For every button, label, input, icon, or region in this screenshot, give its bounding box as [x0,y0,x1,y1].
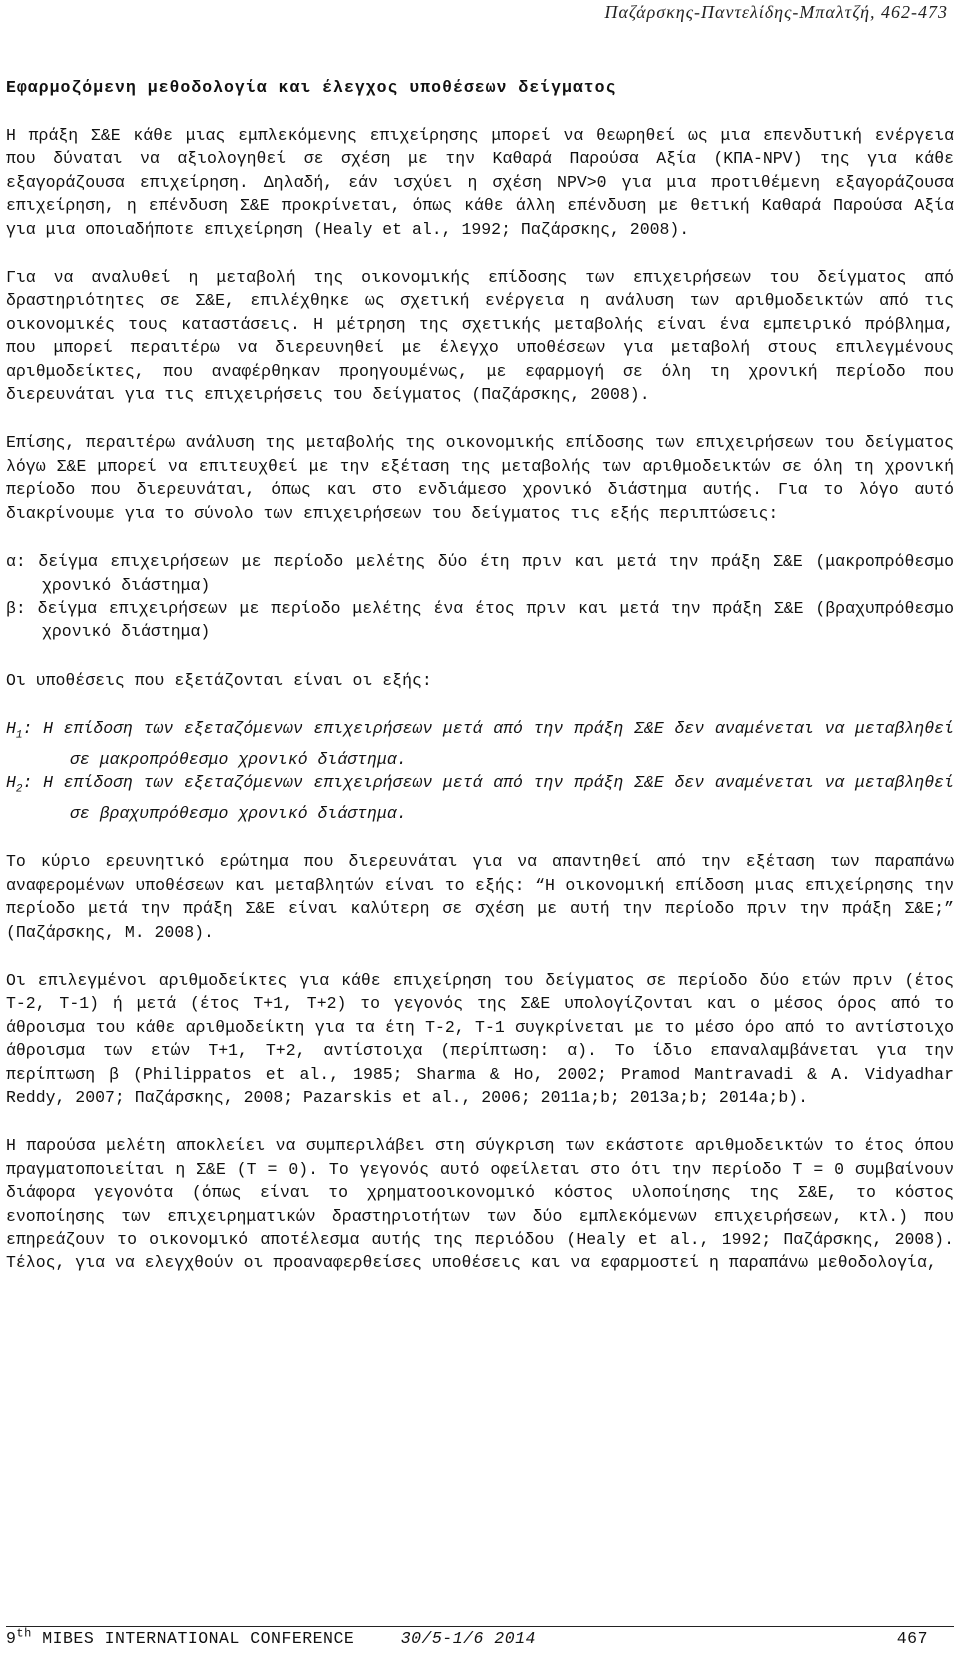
case-b: β: δείγμα επιχειρήσεων με περίοδο μελέτης ένα έτος πριν και μετά την πράξη Σ&Ε (βραχυπρόθεσμο χρονικό διάστημα) [6,598,954,642]
footer-conference: MIBES INTERNATIONAL CONFERENCE [42,1629,355,1648]
paragraph-2: Για να αναλυθεί η μεταβολή της οικονομικής επίδοσης των επιχειρήσεων του δείγματος από δραστηριότητες σε Σ&Ε, επιλέχθηκε ως σχετική ενέργεια η ανάλυση των αριθμοδεικτών από τις οικονομικές τους καταστάσεις. Η μέτρηση της σχετικής μεταβολής είναι ένα εμπειρικό πρόβλημα, που μπορεί περαιτέρω να διερευνηθεί με έλεγχο υποθέσεων για μεταβολή στους επιλεγμένους αριθμοδείκτες, που αναφέρθηκαν προηγουμένως, με εφαρμογή σε όλη τη χρονική περίοδο που διερευνάται για τις επιχειρήσεις του δείγματος (Παζάρσκης, 2008). [6,268,954,405]
paragraph-4: Οι υποθέσεις που εξετάζονται είναι οι εξής: [6,670,432,690]
page-number: 467 [896,1629,928,1648]
hypothesis-1 [6,717,954,771]
paragraph-5: Το κύριο ερευνητικό ερώτημα που διερευνάται για να απαντηθεί από την εξέταση των παραπάνω αναφερομένων υποθέσεων και μεταβλητών είναι το εξής: “Η οικονομική επίδοση μιας επιχείρησης την περίοδο μετά την πράξη Σ&Ε είναι καλύτερη σε σχέση με αυτή την περίοδο πριν την πράξη Σ&Ε;” (Παζάρσκης, Μ. 2008). [6,852,954,942]
section-title: Εφαρμοζόμενη μεθοδολογία και έλεγχος υποθέσεων δείγματος [6,78,617,97]
paragraph-6: Οι επιλεγμένοι αριθμοδείκτες για κάθε επιχείρηση του δείγματος σε περίοδο δύο ετών πριν (έτος T-2, T-1) ή μετά (έτος T+1, T+2) το γεγονός της Σ&Ε υπολογίζονται και ο μέσος όρος από το άθροισμα του κάθε αριθμοδείκτη για τα έτη T-2, T-1 συγκρίνεται με το μέσο όρο από το αντίστοιχο άθροισμα των ετών T+1, T+2, αντίστοιχα (περίπτωση: α). Το ίδιο επαναλαμβάνεται για την περίπτωση β (Philippatos et al., 1985; Sharma & Ho, 2002; Pramod Mantravadi & A. Vidyadhar Reddy, 2007; Παζάρσκης, 2008; Pazarskis et al., 2006; 2011a;b; 2013a;b; 2014a;b). [6,970,954,1107]
footer-dates: 30/5-1/6 2014 [400,1629,536,1648]
page-footer [6,1628,954,1650]
paragraph-1: Η πράξη Σ&Ε κάθε μιας εμπλεκόμενης επιχείρησης μπορεί να θεωρηθεί ως μια επενδυτική ενέργεια που δύναται να αξιολογηθεί σε σχέση με την Καθαρά Παρούσα Αξία (ΚΠΑ-NPV) της για κάθε εξαγοράζουσα επιχείρηση. Δηλαδή, εάν ισχύει η σχέση NPV>0 για μια προτιθέμενη εξαγοράζουσα επιχείρηση, η επένδυση Σ&Ε προκρίνεται, όπως κάθε άλλη επένδυση με θετική Καθαρά Παρούσα Αξία για μια οποιαδήποτε επιχείρηση (Healy et al., 1992; Παζάρσκης, 2008). [6,126,954,239]
case-a: α: δείγμα επιχειρήσεων με περίοδο μελέτης δύο έτη πριν και μετά την πράξη Σ&Ε (μακροπρόθεσμο χρονικό διάστημα) [6,552,954,595]
hypothesis-1-label: H [6,719,16,739]
footer-edition: 9 [6,1629,17,1648]
running-header: Παζάρσκης-Παντελίδης-Μπαλτζή, 462-473 [604,2,948,22]
footer-edition-suffix: th [16,1626,32,1641]
body-text [6,124,954,1275]
hypothesis-1-text: : Η επίδοση των εξεταζόμενων επιχειρήσεων μετά από την πράξη Σ&Ε δεν αναμένεται να μεταβληθεί σε μακροπρόθεσμο χρονικό διάστημα. [22,719,954,769]
paragraph-7: Η παρούσα μελέτη αποκλείει να συμπεριλάβει στη σύγκριση των εκάστοτε αριθμοδεικτών το έτος όπου πραγματοποιείται η Σ&Ε (T = 0). Το γεγονός αυτό οφείλεται στο ότι την περίοδο T = 0 συμβαίνουν διάφορα γεγονότα (όπως είναι το χρηματοοικονομικό κόστος υλοποίησης της Σ&Ε, το κόστος ενοποίησης των επιχειρηματικών δραστηριοτήτων των δύο εμπλεκόμενων επιχειρήσεων, κτλ.) που επηρεάζουν το οικονομικό αποτέλεσμα αυτής της περιόδου (Healy et al., 1992; Παζάρσκης, 2008). Τέλος, για να ελεγχθούν οι προαναφερθείσες υποθέσεις και να εφαρμοστεί η παραπάνω μεθοδολογία, [6,1136,954,1273]
paragraph-3: Επίσης, περαιτέρω ανάλυση της μεταβολής της οικονομικής επίδοσης των επιχειρήσεων του δείγματος λόγω Σ&Ε μπορεί να επιτευχθεί με την εξέταση της μεταβολής των αριθμοδεικτών σε όλη τη χρονική περίοδο που διερευνάται, όπως και στο ενδιάμεσο χρονικό διάστημα αυτής. Για το λόγο αυτό διακρίνουμε για το σύνολο των επιχειρήσεων του δείγματος τις εξής περιπτώσεις: [6,433,954,523]
hypothesis-2-text: : Η επίδοση των εξεταζόμενων επιχειρήσεων μετά από την πράξη Σ&Ε δεν αναμένεται να μεταβληθεί σε βραχυπρόθεσμο χρονικό διάστημα. [22,773,954,823]
hypothesis-1-subscript: 1 [15,729,23,742]
hypothesis-2-subscript: 2 [15,783,23,796]
hypothesis-2-label: H [6,773,16,793]
footer-rule [6,1626,954,1627]
hypothesis-2 [6,771,954,825]
